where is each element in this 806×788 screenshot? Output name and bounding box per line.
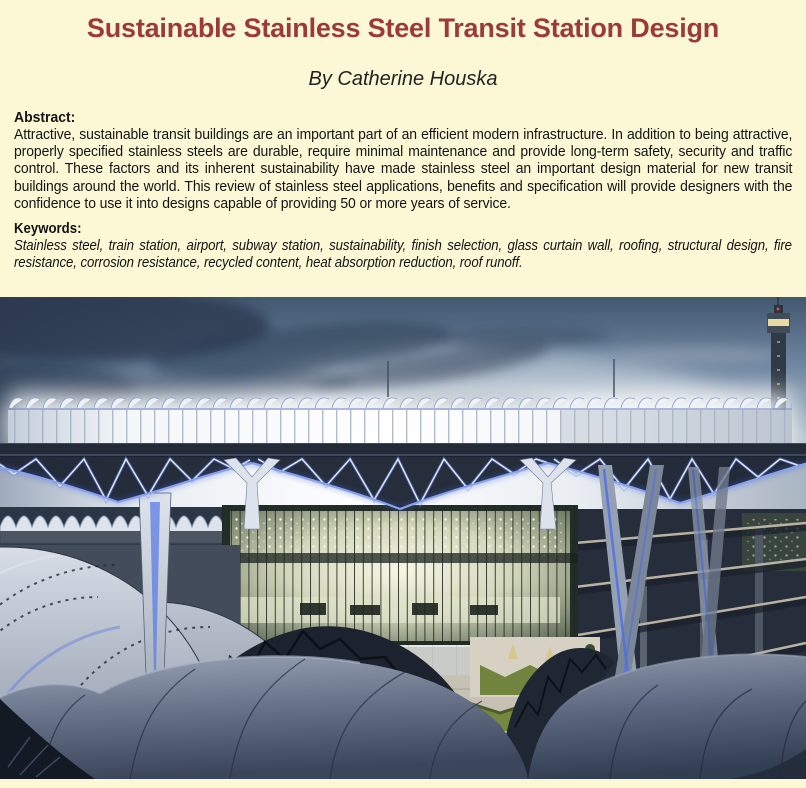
illuminated-trusses: [0, 454, 806, 509]
abstract-heading: Abstract:: [14, 109, 76, 126]
distant-concourse-shells: [0, 507, 240, 545]
abstract-text: Attractive, sustainable transit buildings are an important part of an efficient modern infrastructure. In addition to being attractive, properly specified stainless steels are durable, require minimal maintenance and provide long-term safety, security and traffic control. These factors and its inherent sustainability have made stainless steel an important design material for new transit buildings around the world. This review of stainless steel applications, benefits and specification will provide designers with the confidence to use it into designs capable of providing 50 or more years of service.: [14, 126, 793, 212]
document-page: [0, 13, 806, 788]
station-photo: [0, 297, 806, 779]
abstract-section: [14, 109, 792, 212]
author-byline: By Catherine Houska: [308, 68, 498, 90]
glass-curtain-wall: [222, 505, 578, 647]
page-title: Sustainable Stainless Steel Transit Station Design: [86, 13, 720, 43]
keywords-text: Stainless steel, train station, airport, subway station, sustainability, finish selection, glass curtain wall, roofing, structural design, fire resistance, corrosion resistance, recycled content, heat absorption reduction, roof runoff.: [14, 237, 792, 272]
keywords-heading: Keywords:: [14, 220, 82, 238]
keywords-section: [14, 220, 792, 271]
